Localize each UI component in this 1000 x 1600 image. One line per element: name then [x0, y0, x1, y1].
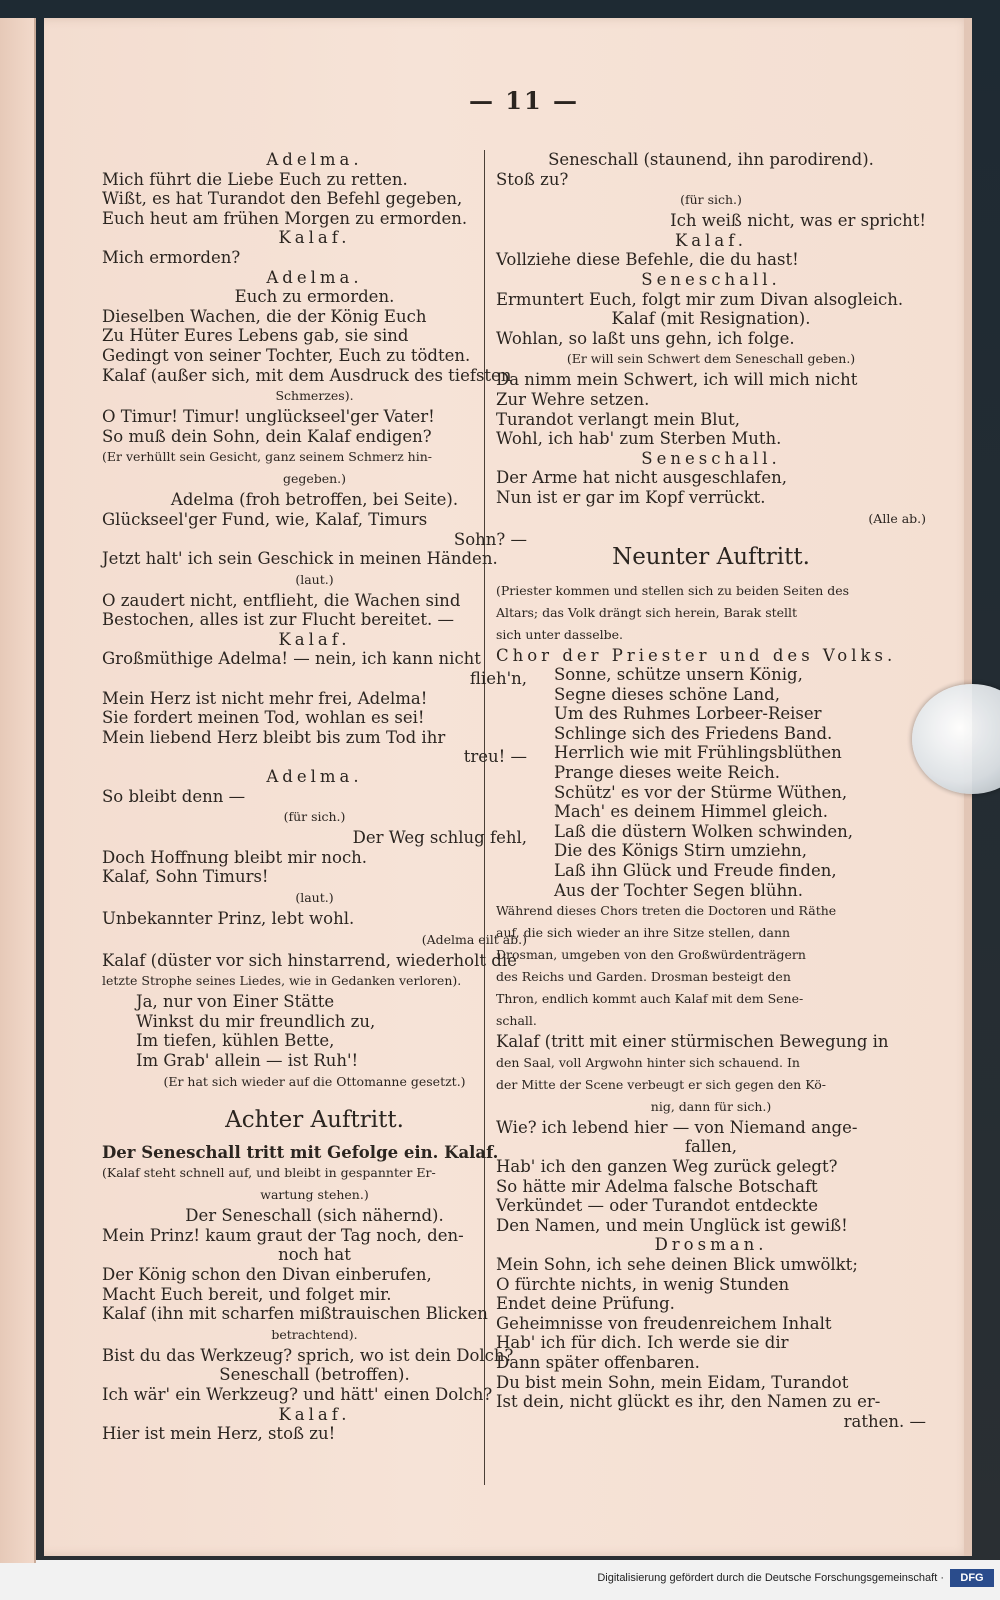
text-line: Ich wär' ein Werkzeug? und hätt' einen Dolch? [102, 1384, 493, 1404]
stage-direction: (für sich.) [680, 192, 742, 208]
text-line: Kalaf, Sohn Timurs! [102, 867, 269, 887]
text-line: Segne dieses schöne Land, [554, 684, 780, 704]
stage-direction: (Alle ab.) [868, 510, 926, 526]
text-line: Adelma. [266, 767, 363, 787]
text-line: Sohn? — [453, 529, 527, 549]
text-line: Aus der Tochter Segen blühn. [554, 880, 803, 900]
text-line: Im Grab' allein — ist Ruh'! [136, 1050, 359, 1070]
stage-direction: (Er verhüllt sein Gesicht, ganz seinem Schmerz hin- [102, 449, 432, 465]
text-line: Hab' ich den ganzen Weg zurück gelegt? [496, 1157, 838, 1176]
text-line: Doch Hoffnung bleibt mir noch. [102, 847, 368, 867]
text-line: Gedingt von seiner Tochter, Euch zu tödten. [102, 345, 471, 365]
text-line: Bestochen, alles ist zur Flucht bereitet. — [102, 610, 454, 630]
stage-direction: Während dieses Chors treten die Doctoren und Räthe [496, 903, 837, 919]
text-line: Der Seneschall (sich nähernd). [185, 1206, 444, 1226]
text-line: Da nimm mein Schwert, ich will mich nicht [496, 370, 858, 390]
stage-direction: schall. [496, 1013, 537, 1029]
text-line: Laß ihn Glück und Freude finden, [554, 861, 837, 881]
scene-heading: Achter Auftritt. [225, 1106, 404, 1133]
text-line: noch hat [278, 1245, 351, 1265]
stage-direction: Drosman, umgeben von den Großwürdenträgern [496, 947, 806, 963]
text-line: Kalaf (düster vor sich hinstarrend, wiederholt die [102, 950, 517, 970]
text-line: So hätte mir Adelma falsche Botschaft [496, 1176, 818, 1196]
stage-direction: wartung stehen.) [260, 1187, 369, 1203]
text-line: Die des Königs Stirn umziehn, [554, 841, 808, 861]
stage-direction: (laut.) [295, 890, 334, 905]
text-line: Kalaf. [278, 629, 351, 649]
text-line: Mich führt die Liebe Euch zu retten. [102, 169, 408, 189]
text-line: Um des Ruhmes Lorbeer-Reiser [554, 704, 822, 724]
text-line: Adelma (froh betroffen, bei Seite). [170, 490, 459, 510]
text-line: Bist du das Werkzeug? sprich, wo ist dein Dolch? [102, 1345, 514, 1365]
text-line: Kalaf (ihn mit scharfen mißtrauischen Blicken [102, 1304, 488, 1324]
text-line: Unbekannter Prinz, lebt wohl. [102, 909, 355, 928]
scene-heading: Neunter Auftritt. [612, 543, 810, 570]
text-line: Turandot verlangt mein Blut, [496, 409, 740, 429]
text-line: Wohlan, so laßt uns gehn, ich folge. [496, 328, 795, 348]
text-line: Endet deine Prüfung. [496, 1294, 675, 1314]
text-line: Hab' ich für dich. Ich werde sie dir [496, 1333, 789, 1353]
text-line: Den Namen, und mein Unglück ist gewiß! [496, 1215, 848, 1235]
text-line: Jetzt halt' ich sein Geschick in meinen Händen. [102, 549, 498, 569]
text-line: Adelma. [266, 267, 363, 287]
text-line: Euch heut am frühen Morgen zu ermorden. [102, 208, 468, 228]
text-line: Dieselben Wachen, die der König Euch [102, 306, 427, 326]
stage-direction: sich unter dasselbe. [496, 626, 623, 642]
text-line: Der König schon den Divan einberufen, [102, 1264, 432, 1284]
text-line: Sonne, schütze unsern König, [554, 665, 803, 685]
text-line: So muß dein Sohn, dein Kalaf endigen? [102, 426, 432, 446]
text-line: Wißt, es hat Turandot den Befehl gegeben, [102, 189, 463, 209]
text-line: O zaudert nicht, entflieht, die Wachen sind [102, 590, 461, 610]
text-line: Mein Sohn, ich sehe deinen Blick umwölkt; [496, 1254, 858, 1274]
text-line: Seneschall (staunend, ihn parodirend). [548, 150, 874, 169]
text-line: Chor der Priester und des Volks. [496, 645, 897, 665]
text-line: O fürchte nichts, in wenig Stunden [496, 1274, 790, 1294]
text-line: So bleibt denn — [102, 786, 246, 806]
text-line: Mach' es deinem Himmel gleich. [554, 802, 828, 822]
text-line: fallen, [684, 1137, 738, 1157]
stage-direction: betrachtend). [271, 1326, 358, 1342]
text-line: Mich ermorden? [102, 247, 241, 267]
stage-direction: nig, dann für sich.) [650, 1098, 772, 1114]
text-line: Kalaf (mit Resignation). [611, 309, 811, 329]
text-line: Ist dein, nicht glückt es ihr, den Namen zu er- [496, 1392, 881, 1412]
text-line: Ja, nur von Einer Stätte [136, 992, 335, 1012]
text-line: Drosman. [654, 1235, 768, 1255]
text-line: Mein liebend Herz bleibt bis zum Tod ihr [102, 727, 446, 747]
text-line: Herrlich wie mit Frühlingsblüthen [554, 743, 842, 763]
text-line: Wohl, ich hab' zum Sterben Muth. [496, 429, 782, 449]
text-line: Großmüthige Adelma! — nein, ich kann nicht [102, 649, 481, 669]
stage-direction: (Kalaf steht schnell auf, und bleibt in gespannter Er- [102, 1165, 436, 1181]
text-line: Der Weg schlug fehl, [352, 828, 527, 848]
stage-direction: letzte Strophe seines Liedes, wie in Gedanken verloren). [102, 973, 462, 989]
page-number: — 11 — [468, 86, 580, 115]
text-line: Adelma. [266, 150, 363, 169]
stage-direction: Schmerzes). [275, 388, 354, 404]
text-line: Prange dieses weite Reich. [554, 763, 780, 783]
text-line: Stoß zu? [496, 169, 569, 189]
stage-direction: des Reichs und Garden. Drosman besteigt den [496, 969, 791, 985]
stage-direction: (laut.) [295, 571, 334, 587]
text-line: Kalaf (außer sich, mit dem Ausdruck des tiefsten [102, 365, 512, 385]
stage-direction: (Adelma eilt ab.) [421, 931, 527, 947]
stage-direction: auf, die sich wieder an ihre Sitze stellen, dann [496, 925, 791, 941]
text-line: Zu Hüter Eures Lebens gab, sie sind [102, 326, 409, 346]
text-line: Euch zu ermorden. [234, 287, 395, 307]
text-line: Mein Prinz! kaum graut der Tag noch, den- [102, 1225, 464, 1245]
text-line: Geheimnisse von freudenreichem Inhalt [496, 1313, 832, 1333]
text-line: Im tiefen, kühlen Bette, [136, 1031, 335, 1051]
text-line: Seneschall. [641, 269, 781, 289]
stage-direction: Altars; das Volk drängt sich herein, Barak stellt [496, 604, 798, 620]
stage-direction: gegeben.) [282, 471, 347, 487]
text-line: Kalaf (tritt mit einer stürmischen Bewegung in [496, 1032, 889, 1052]
text-line: Hier ist mein Herz, stoß zu! [102, 1424, 336, 1444]
text-line: Dann später offenbaren. [496, 1352, 700, 1372]
text-line: Wie? ich lebend hier — von Niemand ange- [496, 1117, 858, 1137]
text-line: Zur Wehre setzen. [496, 389, 650, 409]
text-line: Schlinge sich des Friedens Band. [554, 723, 833, 743]
right-column [496, 150, 926, 1431]
text-line: Kalaf. [278, 1404, 351, 1424]
text-line: Seneschall. [641, 448, 781, 468]
stage-direction: den Saal, voll Argwohn hinter sich schauend. In [496, 1054, 800, 1070]
text-line: flieh'n, [469, 669, 527, 689]
footer-credit: Digitalisierung gefördert durch die Deutsche Forschungsgemeinschaft · [597, 1572, 944, 1584]
text-line: O Timur! Timur! unglückseel'ger Vater! [102, 407, 435, 427]
text-line: Macht Euch bereit, und folget mir. [102, 1284, 392, 1304]
text-line: Glückseel'ger Fund, wie, Kalaf, Timurs [102, 509, 428, 529]
stage-direction: (Priester kommen und stellen sich zu beiden Seiten des [496, 582, 850, 598]
previous-page-edge [0, 18, 36, 1563]
text-line: Schütz' es vor der Stürme Wüthen, [554, 782, 848, 802]
text-line: Nun ist er gar im Kopf verrückt. [496, 487, 766, 507]
book-page [44, 18, 972, 1556]
text-line: Laß die düstern Wolken schwinden, [554, 821, 853, 841]
text-line: Ich weiß nicht, was er spricht! [670, 211, 926, 231]
text-line: Vollziehe diese Befehle, die du hast! [496, 250, 799, 270]
text-line: Sie fordert meinen Tod, wohlan es sei! [102, 708, 425, 728]
text-line: Kalaf. [674, 230, 748, 250]
stage-direction: (für sich.) [283, 809, 346, 825]
stage-direction: Thron, endlich kommt auch Kalaf mit dem Sene- [496, 991, 804, 1007]
stage-direction: der Mitte der Scene verbeugt er sich gegen den Kö- [496, 1076, 826, 1092]
text-line: Mein Herz ist nicht mehr frei, Adelma! [102, 688, 428, 708]
text-line: Du bist mein Sohn, mein Eidam, Turandot [496, 1372, 849, 1392]
text-line: Seneschall (betroffen). [219, 1365, 410, 1385]
stage-direction: (Er will sein Schwert dem Seneschall geben.) [566, 351, 856, 367]
text-line: Winkst du mir freundlich zu, [136, 1011, 376, 1031]
footer-bar [0, 1566, 1000, 1600]
text-line: Ermuntert Euch, folgt mir zum Divan alsogleich. [496, 289, 904, 309]
text-line: Verkündet — oder Turandot entdeckte [496, 1196, 818, 1216]
dfg-logo: DFG [950, 1569, 994, 1587]
text-line: treu! — [463, 747, 527, 767]
text-line: Kalaf. [278, 228, 351, 248]
text-line: Der Seneschall tritt mit Gefolge ein. Kalaf. [102, 1142, 499, 1162]
text-line: rathen. — [843, 1411, 926, 1431]
left-column [102, 150, 527, 1444]
text-line: Der Arme hat nicht ausgeschlafen, [496, 468, 788, 488]
stage-direction: (Er hat sich wieder auf die Ottomanne gesetzt.) [163, 1073, 466, 1089]
